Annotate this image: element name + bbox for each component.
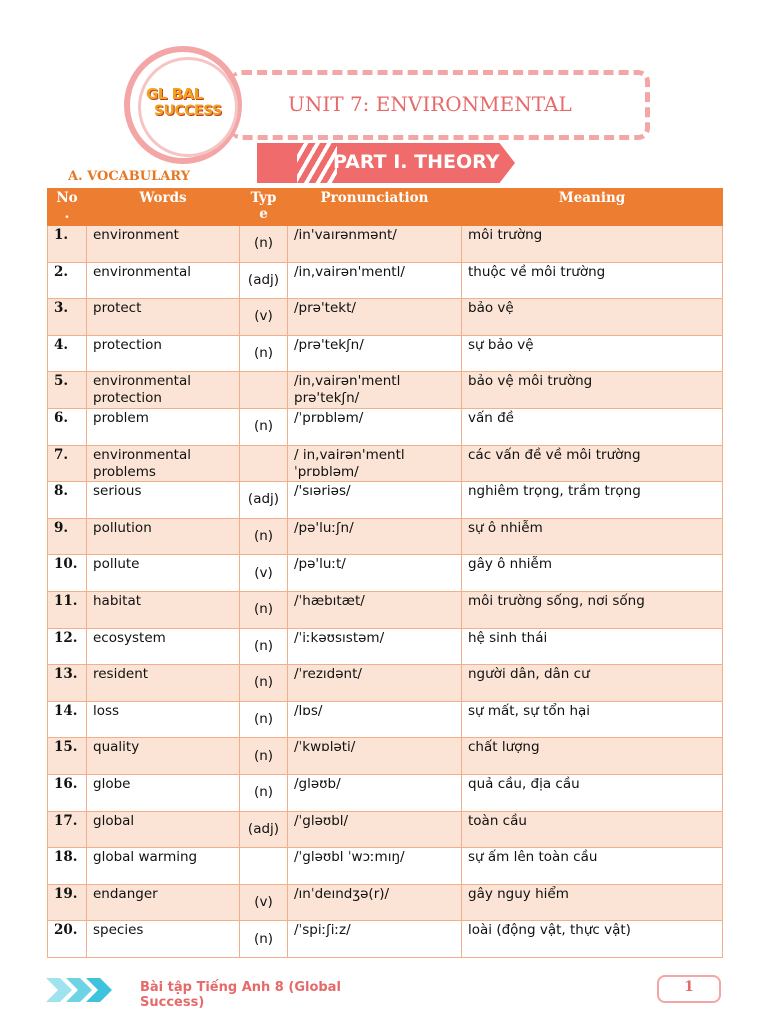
meaning-cell: môi trường sống, nơi sống (462, 591, 723, 628)
word-cell: ecosystem (87, 628, 240, 665)
part-banner (257, 143, 515, 183)
table-row (48, 518, 723, 555)
row-number: 4. (48, 335, 87, 372)
table-row (48, 665, 723, 702)
row-number: 13. (48, 665, 87, 702)
meaning-cell: sự bảo vệ (462, 335, 723, 372)
type-cell: (adj) (240, 811, 288, 848)
pronunciation-cell: /gləʊb/ (288, 774, 462, 811)
page-number: 1 (684, 979, 694, 995)
type-cell: (n) (240, 774, 288, 811)
pronunciation-cell: /ˈspiːʃiːz/ (288, 921, 462, 958)
type-cell: (n) (240, 665, 288, 702)
meaning-cell: sự ô nhiễm (462, 518, 723, 555)
column-header-type: Typ e (240, 189, 288, 226)
pronunciation-cell: /in,vairən'mentl prə'tekʃn/ (288, 372, 462, 409)
column-header-words: Words (87, 189, 240, 226)
table-row (48, 628, 723, 665)
column-header-no: No . (48, 189, 87, 226)
meaning-cell: loài (động vật, thực vật) (462, 921, 723, 958)
table-row (48, 591, 723, 628)
word-cell: global warming (87, 848, 240, 885)
meaning-cell: quả cầu, địa cầu (462, 774, 723, 811)
table-row (48, 555, 723, 592)
row-number: 11. (48, 591, 87, 628)
type-cell: (v) (240, 299, 288, 336)
type-cell (240, 848, 288, 885)
word-cell: pollution (87, 518, 240, 555)
row-number: 16. (48, 774, 87, 811)
logo-line-1: GL BAL (146, 85, 203, 103)
meaning-cell: bảo vệ môi trường (462, 372, 723, 409)
pronunciation-cell: / in,vairən'mentl ˈprɒbləm/ (288, 445, 462, 482)
part-label: PART I. THEORY (333, 151, 500, 173)
meaning-cell: vấn đề (462, 408, 723, 445)
row-number: 18. (48, 848, 87, 885)
pronunciation-cell: /'sıəriəs/ (288, 482, 462, 519)
meaning-cell: gây ô nhiễm (462, 555, 723, 592)
footer-book-title: Bài tập Tiếng Anh 8 (Global Success) (140, 980, 341, 1010)
row-number: 17. (48, 811, 87, 848)
pronunciation-cell: /ˈhæbıtæt/ (288, 591, 462, 628)
word-cell: environmental problems (87, 445, 240, 482)
table-row (48, 335, 723, 372)
row-number: 12. (48, 628, 87, 665)
row-number: 5. (48, 372, 87, 409)
word-cell: resident (87, 665, 240, 702)
word-cell: quality (87, 738, 240, 775)
type-cell: (n) (240, 591, 288, 628)
row-number: 9. (48, 518, 87, 555)
table-row (48, 884, 723, 921)
word-cell: pollute (87, 555, 240, 592)
meaning-cell: gây nguy hiểm (462, 884, 723, 921)
pronunciation-cell: /prə'tekt/ (288, 299, 462, 336)
row-number: 6. (48, 408, 87, 445)
row-number: 10. (48, 555, 87, 592)
pronunciation-cell: /ˈprɒbləm/ (288, 408, 462, 445)
pronunciation-cell: /in'vaırənmənt/ (288, 226, 462, 263)
pronunciation-cell: /lɒs/ (288, 701, 462, 738)
meaning-cell: chất lượng (462, 738, 723, 775)
column-header-pronunciation: Pronunciation (288, 189, 462, 226)
pronunciation-cell: /ˈrezıdənt/ (288, 665, 462, 702)
row-number: 2. (48, 262, 87, 299)
table-row (48, 701, 723, 738)
vocabulary-table (47, 188, 723, 958)
meaning-cell: người dân, dân cư (462, 665, 723, 702)
meaning-cell: sự ấm lên toàn cầu (462, 848, 723, 885)
word-cell: loss (87, 701, 240, 738)
table-row (48, 482, 723, 519)
column-header-meaning: Meaning (462, 189, 723, 226)
pronunciation-cell: /ˈgləʊbl ˈwɔːmıŋ/ (288, 848, 462, 885)
type-cell (240, 445, 288, 482)
row-number: 8. (48, 482, 87, 519)
pronunciation-cell: /ˈkwɒləti/ (288, 738, 462, 775)
meaning-cell: nghiêm trọng, trầm trọng (462, 482, 723, 519)
type-cell: (adj) (240, 262, 288, 299)
table-row (48, 372, 723, 409)
type-cell: (v) (240, 884, 288, 921)
part-banner-stripes-icon (297, 143, 337, 183)
row-number: 20. (48, 921, 87, 958)
type-cell: (n) (240, 921, 288, 958)
row-number: 7. (48, 445, 87, 482)
type-cell (240, 372, 288, 409)
meaning-cell: sự mất, sự tổn hại (462, 701, 723, 738)
word-cell: environmental (87, 262, 240, 299)
word-cell: global (87, 811, 240, 848)
meaning-cell: bảo vệ (462, 299, 723, 336)
meaning-cell: thuộc về môi trường (462, 262, 723, 299)
word-cell: endanger (87, 884, 240, 921)
table-row (48, 774, 723, 811)
meaning-cell: hệ sinh thái (462, 628, 723, 665)
section-heading: A. VOCABULARY (68, 169, 190, 184)
type-cell: (n) (240, 335, 288, 372)
type-cell: (n) (240, 408, 288, 445)
table-row (48, 811, 723, 848)
type-cell: (n) (240, 738, 288, 775)
row-number: 19. (48, 884, 87, 921)
pronunciation-cell: /prə'tekʃn/ (288, 335, 462, 372)
table-row (48, 738, 723, 775)
word-cell: species (87, 921, 240, 958)
type-cell: (adj) (240, 482, 288, 519)
word-cell: habitat (87, 591, 240, 628)
pronunciation-cell: /ınˈdeındʒə(r)/ (288, 884, 462, 921)
pronunciation-cell: /ˈiːkəʊsıstəm/ (288, 628, 462, 665)
table-row (48, 226, 723, 263)
word-cell: environment (87, 226, 240, 263)
table-row (48, 299, 723, 336)
table-row (48, 445, 723, 482)
meaning-cell: các vấn đề về môi trường (462, 445, 723, 482)
pronunciation-cell: /in,vairən'mentl/ (288, 262, 462, 299)
type-cell: (n) (240, 701, 288, 738)
type-cell: (n) (240, 628, 288, 665)
meaning-cell: môi trường (462, 226, 723, 263)
type-cell: (n) (240, 226, 288, 263)
word-cell: problem (87, 408, 240, 445)
logo-wordmark (146, 86, 236, 120)
pronunciation-cell: /ˈgləʊbl/ (288, 811, 462, 848)
chevron-right-icon (46, 975, 126, 1005)
pronunciation-cell: /pə'luːʃn/ (288, 518, 462, 555)
row-number: 3. (48, 299, 87, 336)
word-cell: globe (87, 774, 240, 811)
word-cell: protection (87, 335, 240, 372)
word-cell: environmental protection (87, 372, 240, 409)
word-cell: protect (87, 299, 240, 336)
logo-line-2: SUCCESS (154, 103, 222, 119)
pronunciation-cell: /pə'luːt/ (288, 555, 462, 592)
table-row (48, 921, 723, 958)
table-row (48, 262, 723, 299)
row-number: 15. (48, 738, 87, 775)
table-row (48, 408, 723, 445)
type-cell: (v) (240, 555, 288, 592)
table-row (48, 848, 723, 885)
table-header-row (48, 189, 723, 226)
row-number: 1. (48, 226, 87, 263)
word-cell: serious (87, 482, 240, 519)
type-cell: (n) (240, 518, 288, 555)
row-number: 14. (48, 701, 87, 738)
meaning-cell: toàn cầu (462, 811, 723, 848)
unit-title: UNIT 7: ENVIRONMENTAL (288, 92, 572, 116)
